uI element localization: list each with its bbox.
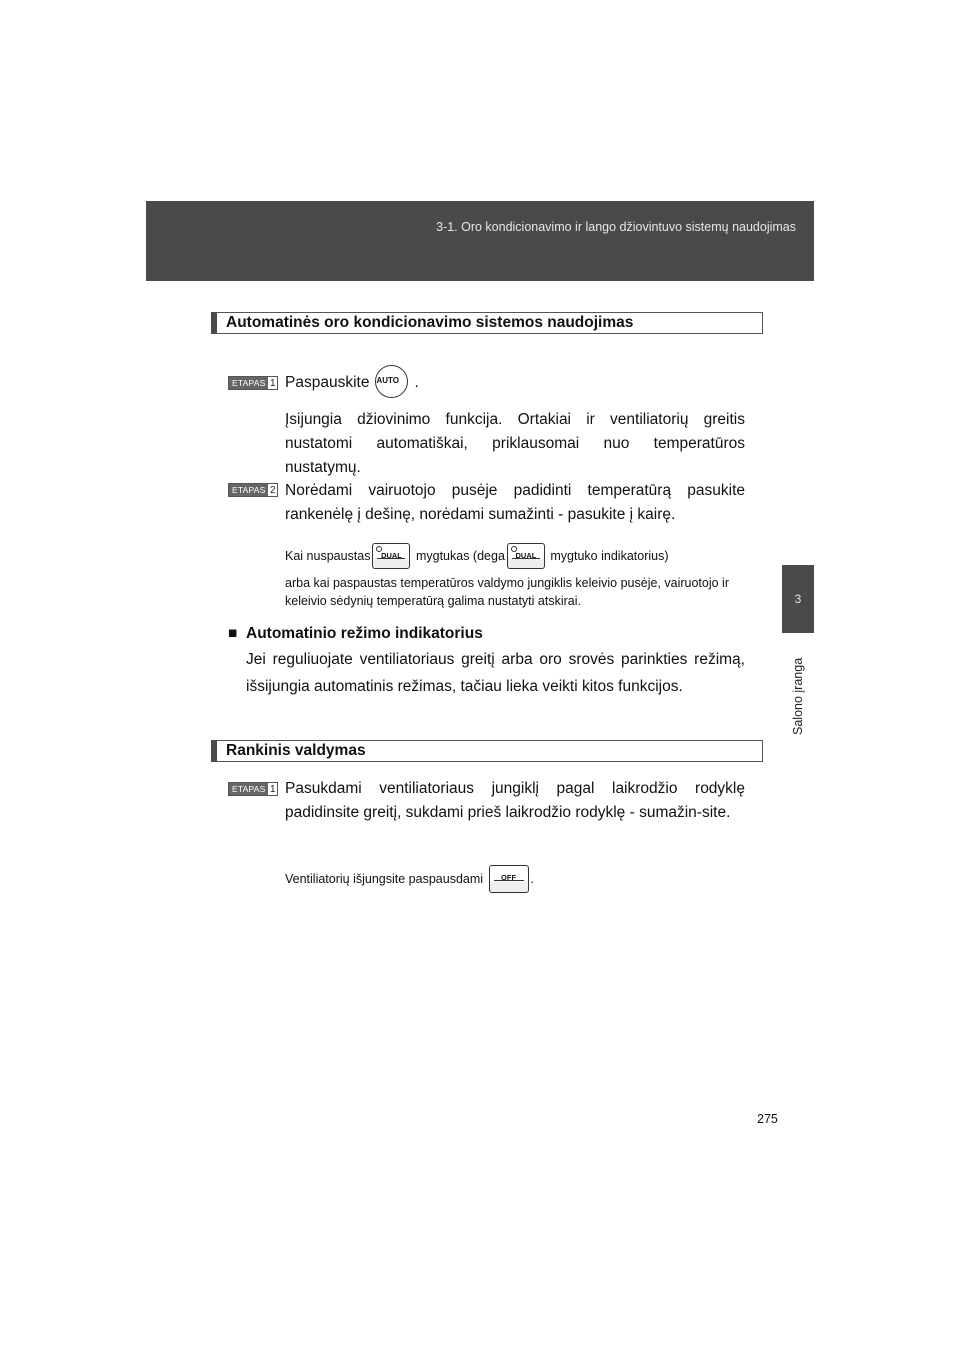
dual-button-icon: DUAL — [507, 543, 545, 569]
chapter-title: Salono įranga — [791, 657, 805, 735]
chapter-number-tab: 3 — [782, 565, 814, 633]
note-part1: Kai nuspaustas — [285, 549, 371, 563]
step-badge — [228, 483, 278, 497]
step-number: 1 — [269, 378, 276, 389]
page-number: 275 — [757, 1112, 778, 1126]
bullet-square-icon: ■ — [228, 625, 238, 642]
dual-note — [285, 547, 747, 565]
step1-text-after: . — [414, 374, 419, 391]
step-badge — [228, 376, 278, 390]
step-number: 1 — [269, 784, 276, 795]
dual-button-icon: DUAL — [372, 543, 410, 569]
header-band — [146, 201, 814, 281]
step-label: ETAPAS — [229, 484, 268, 496]
header-section-title: 3-1. Oro kondicionavimo ir lango džiovintuvo sistemų naudojimas — [436, 220, 796, 234]
section-title-manual: Rankinis valdymas — [211, 740, 763, 762]
off-note-before: Ventiliatorių išjungsite paspausdami — [285, 872, 484, 886]
auto-button-icon: AUTO — [375, 365, 408, 398]
step-badge — [228, 782, 278, 796]
subsection-text: Jei reguliuojate ventiliatoriaus greitį arba oro srovės parinkties režimą, išsijungia automatinis režimas, tačiau lieka veikti kitos funkcijos. — [246, 651, 745, 695]
off-note — [285, 870, 745, 888]
subsection-title: Automatinio režimo indikatorius — [246, 625, 483, 642]
step-label: ETAPAS — [229, 783, 268, 795]
step1-description: Įsijungia džiovinimo funkcija. Ortakiai ir ventiliatorių greitis nustatomi automatiškai, priklausomai nuo temperatūros nustatymų. — [285, 411, 745, 476]
step1-instruction — [285, 371, 745, 395]
step1-text-before: Paspauskite — [285, 374, 370, 391]
off-note-after: . — [530, 872, 535, 886]
dual-note-rest: arba kai paspaustas temperatūros valdymo jungiklis keleivio pusėje, vairuotojo ir keleivio sėdynių temperatūrą galima nustatyti atskirai. — [285, 576, 729, 608]
section-title-auto: Automatinės oro kondicionavimo sistemos naudojimas — [211, 312, 763, 334]
step-number: 2 — [269, 485, 276, 496]
step-label: ETAPAS — [229, 377, 268, 389]
note-part3: mygtuko indikatorius) — [550, 549, 669, 563]
step2-text: Norėdami vairuotojo pusėje padidinti temperatūrą pasukite rankenėlę į dešinę, norėdami sumažinti - pasukite į kairę. — [285, 482, 745, 523]
note-part2: mygtukas (dega — [415, 549, 505, 563]
off-button-icon: OFF — [489, 865, 529, 893]
subsection-heading — [228, 625, 483, 643]
manual-step1-text: Pasukdami ventiliatoriaus jungiklį pagal laikrodžio rodyklę padidinsite greitį, sukdami prieš laikrodžio rodyklę - sumažin-site. — [285, 780, 745, 821]
